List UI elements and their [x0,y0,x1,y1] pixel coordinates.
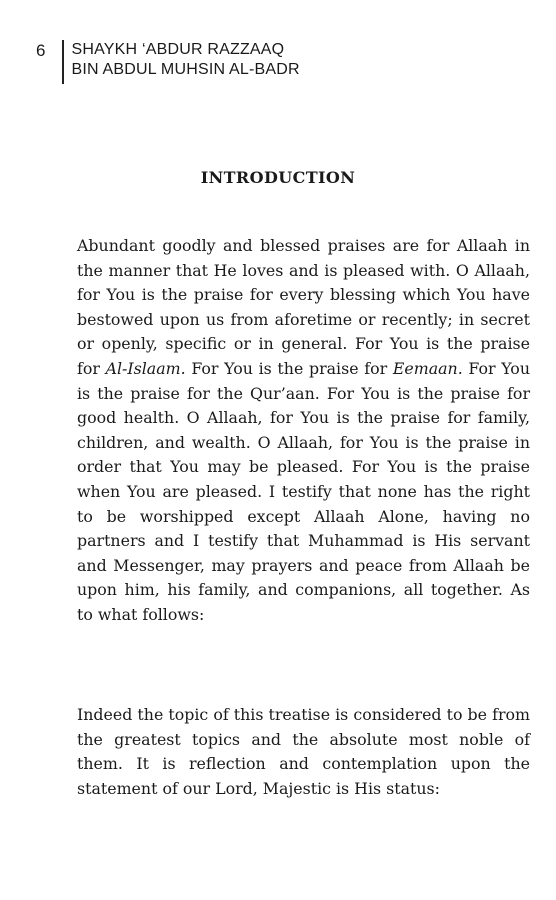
running-head [72,40,300,80]
paragraph-2: Indeed the topic of this treatise is considered to be from the greatest topics and the absolute most noble of them. It is reflection and contemplation upon the statement of our Lord, Majestic is His status: [77,705,530,798]
running-head-line-1: SHAYKH ‘ABDUR RAZZAAQ [71,41,285,58]
paragraph-1-italic-eemaan: Eemaan. [392,358,463,378]
running-head-line-2: BIN ABDUL MUHSIN AL-BADR [71,61,300,78]
page-header [36,40,300,84]
paragraph-1-italic-al-islaam: Al-Islaam. [105,358,186,378]
paragraph-1 [77,234,530,628]
paragraph-1-text-c: For You is the praise for the Qur’aan. For You is the praise for good health. O Allaah, for You is the praise for family, children, and wealth. O Allaah, for You is the praise in order that You may be pleased. For You is the praise when You are pleased. I testify that none has the right to be worshipped except Allaah Alone, having no partners and I testify that Muhammad is His servant and Messenger, may prayers and peace from Allaah be upon him, his family, and companions, all together. As to what follows: [77,358,530,624]
page-number: 6 [36,41,46,60]
header-divider [62,40,64,84]
paragraph-1-text-b: For You is the praise for [185,358,393,378]
chapter-title: INTRODUCTION [200,168,356,187]
paragraph-1-text-a: Abundant goodly and blessed praises are for Allaah in the manner that He loves and is pleased with. O Allaah, for You is the praise for every blessing which You have bestowed upon us from aforetime or recently; in secret or openly, specific or in general. For You is the praise for [77,236,530,378]
